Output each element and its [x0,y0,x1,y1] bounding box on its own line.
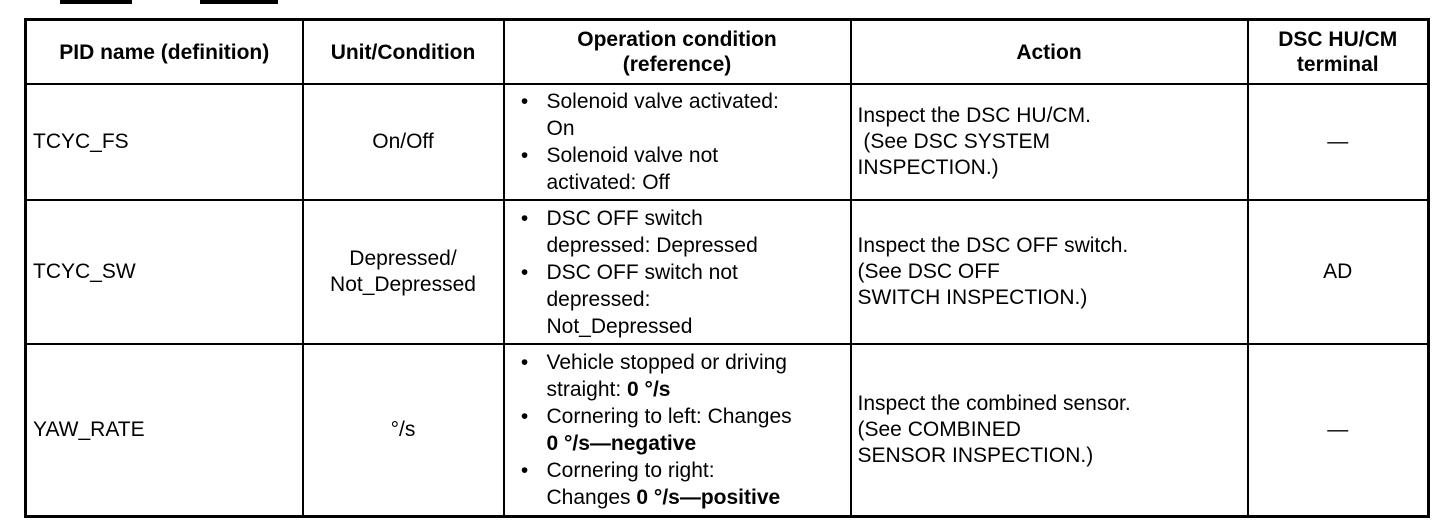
condition-item: • Cornering to left: Changes 0 °/s—negative [511,403,844,457]
bullet-icon: • [520,260,529,284]
unit-cell: °/s [303,344,504,516]
table-row [26,84,1429,200]
header-terminal-line1: DSC HU/CM [1278,28,1398,51]
condition-item: • Vehicle stopped or driving straight: 0 °/s [511,349,844,403]
pid-name-cell: TCYC_FS [26,84,303,200]
bullet-icon: • [520,404,529,428]
bullet-icon: • [520,206,529,230]
header-operation-condition [504,20,851,85]
operation-condition-cell [504,200,851,344]
bullet-icon: • [520,350,529,374]
bullet-icon: • [520,144,529,167]
terminal-cell: — [1248,84,1429,200]
unit-cell: On/Off [303,84,504,200]
operation-condition-cell [504,344,851,516]
header-operation-line1: Operation condition [577,28,777,51]
operation-condition-cell [504,84,851,200]
condition-item: • Solenoid valve not activated: Off [511,142,844,196]
pid-table [24,18,1430,518]
header-rule-mark [60,0,132,4]
bullet-icon: • [520,458,529,482]
terminal-cell: — [1248,344,1429,516]
condition-item: • Solenoid valve activated: On [511,88,844,142]
pid-name-cell: YAW_RATE [26,344,303,516]
header-terminal-line2: terminal [1296,53,1379,76]
header-action: Action [851,20,1248,85]
condition-item: • DSC OFF switch not depressed: Not_Depressed [511,259,844,340]
action-cell: Inspect the combined sensor. (See COMBINED SENSOR INSPECTION.) [851,344,1248,516]
table-row [26,200,1429,344]
header-operation-line2: (reference) [622,53,732,76]
header-pid-name: PID name (definition) [26,20,303,85]
table-header-row [26,20,1429,85]
header-terminal [1248,20,1429,85]
header-unit-condition: Unit/Condition [303,20,504,85]
terminal-cell: AD [1248,200,1429,344]
table-row [26,344,1429,516]
pid-name-cell: TCYC_SW [26,200,303,344]
condition-item: • DSC OFF switch depressed: Depressed [511,205,844,259]
bullet-icon: • [520,90,529,113]
header-rule-mark [200,0,278,4]
unit-cell: Depressed/ Not_Depressed [303,200,504,344]
action-cell: Inspect the DSC HU/CM. (See DSC SYSTEM INSPECTION.) [851,84,1248,200]
condition-item: • Cornering to right: Changes 0 °/s—positive [511,457,844,511]
action-cell: Inspect the DSC OFF switch. (See DSC OFF SWITCH INSPECTION.) [851,200,1248,344]
